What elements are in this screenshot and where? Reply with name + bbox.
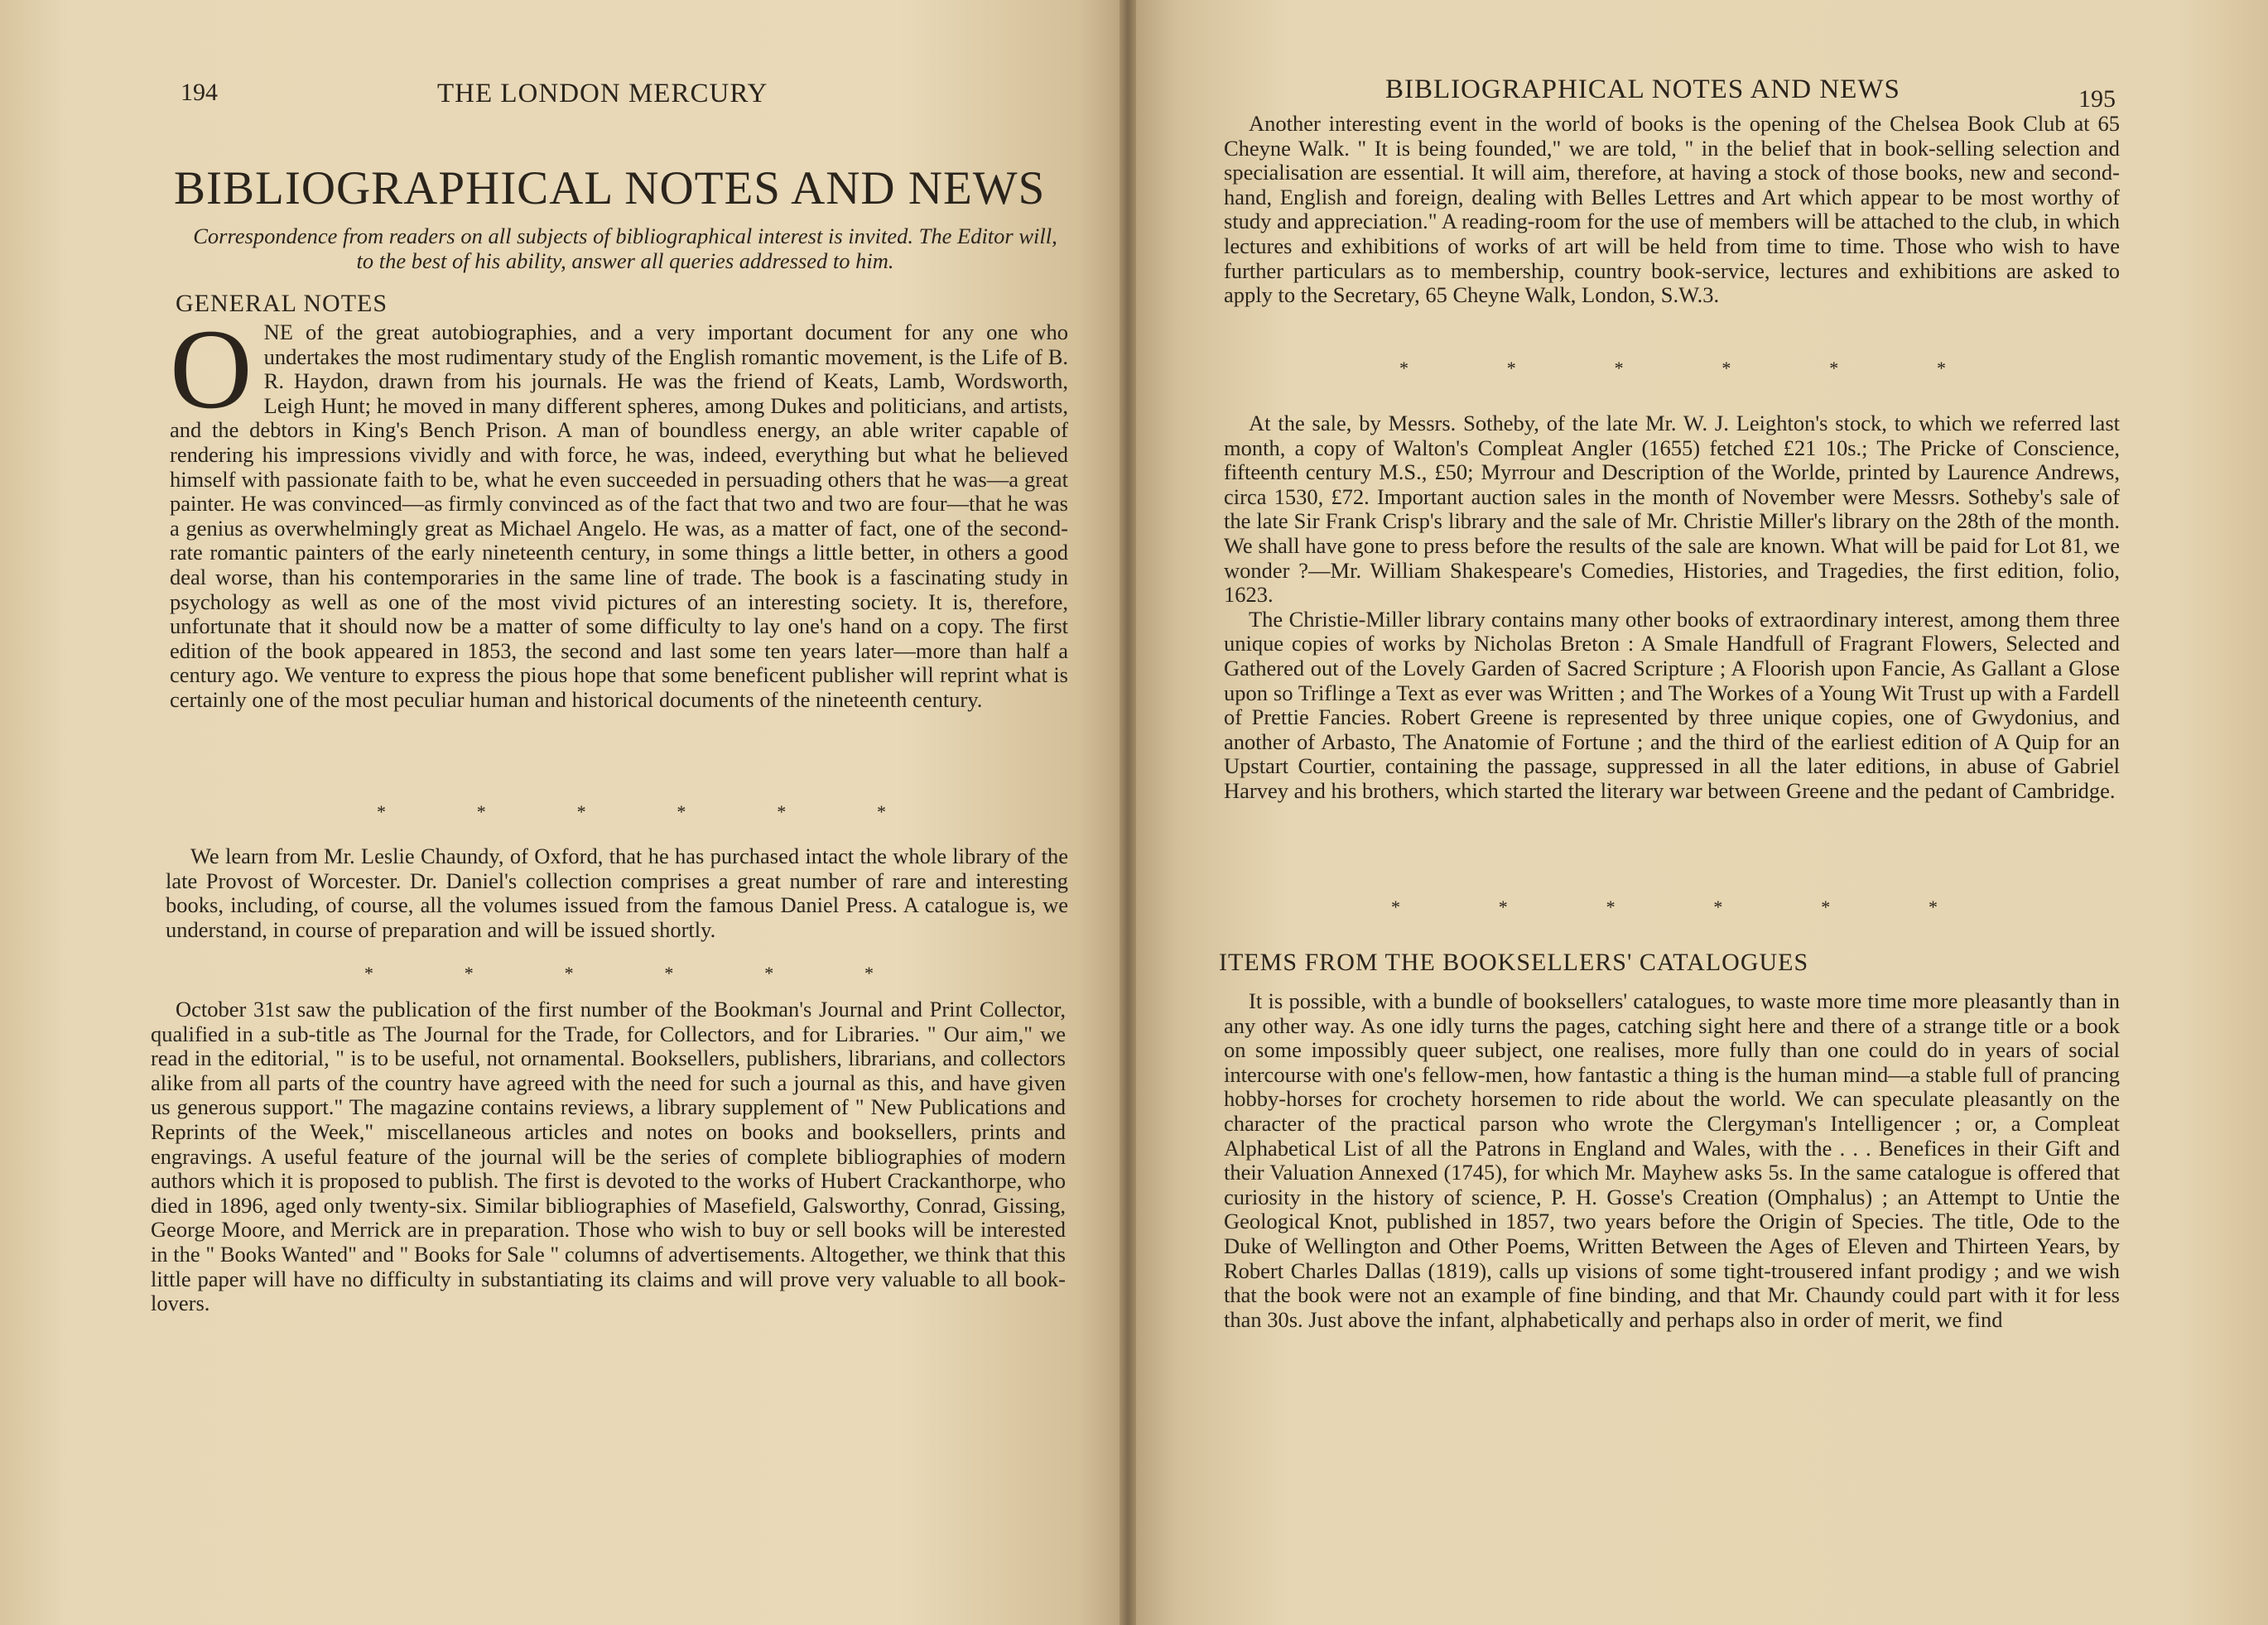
page-number: 195 [2078, 85, 2116, 113]
running-head: THE LONDON MERCURY [437, 79, 768, 108]
paragraph-text: NE of the great autobiographies, and a very important document for any one who undertakes the most rudimentary study of the English romantic movement, is the Life of B. R. Haydon, drawn from his journals. He was the friend of Keats, Lamb, Wordsworth, Leigh Hunt; he moved in many different spheres, among Dukes and politicians, and artists, and the debtors in King's Bench Prison. A man of boundless energy, an able writer capable of rendering his impressions vividly and with force, he was, indeed, everything but what he believed himself with passionate faith to be, what he even succeeded in persuading others that he was—a great painter. He was convinced—as firmly convinced as of the fact that two and two are four—that he was a genius as overwhelmingly great as Michael Angelo. He was, as a matter of fact, one of the second-rate romantic painters of the early nineteenth century, in some things a little better, in others a good deal worse, than his contemporaries in the same line of trade. The book is a fascinating study in psychology as well as one of the most vivid pictures of an interesting society. It is, therefore, unfortunate that it should now be a matter of some difficulty to lay one's hand on a copy. The first edition of the book appeared in 1853, the second and last some ten years later—more than half a century ago. We venture to express the pious hope that some beneficent publisher will reprint what is certainly one of the most peculiar human and historical documents of the nineteenth century. [170, 320, 1068, 712]
paragraph-text: Another interesting event in the world of books is the opening of the Chelsea Book Club at 65 Cheyne Walk. " It is being founded," we are told, " in the belief that in book-selling selection and specialisation are essential. It will aim, therefore, at having a stock of those books, new and second-hand, English and foreign, dealing with Belles Lettres and Art which appear to be most worthy of study and appreciation." A reading-room for the use of members will be attached to the club, in which lectures and exhibitions of works of art will be held from time to time. Those who wish to have further particulars as to membership, country book-service, lectures and exhibitions are asked to apply to the Secretary, 65 Cheyne Walk, London, S.W.3. [1224, 111, 2120, 308]
paragraph-text: It is possible, with a bundle of booksellers' catalogues, to waste more time more pleasantly than in any other way. As one idly turns the pages, catching sight here and there of a strange title or a book on some impossibly queer subject, one realises, more fully than one could do in years of social intercourse with one's fellow-men, how fantastic a thing is the human mind—a stable full of prancing hobby-horses for crochety horsemen to ride about the world. We can speculate pleasantly on the character of the practical parson who wrote the Clergyman's Intelligencer ; or, a Compleat Alphabetical List of all the Patrons in England and Wales, with the . . . Benefices in their Gift and their Valuation Annexed (1745), for which Mr. Mayhew asks 5s. In the same catalogue is offered that curiosity in the history of science, P. H. Gosse's Creation (Omphalus) ; an Attempt to Untie the Geological Knot, published in 1857, two years before the Origin of Species. The title, Ode to the Duke of Wellington and Other Poems, Written Between the Ages of Eleven and Thirteen Years, by Robert Charles Dallas (1819), calls up visions of some tight-trousered infant prodigy ; and we wish that the book were not an example of fine binding, and that Mr. Chaundy could part with it for less than 30s. Just above the infant, alphabetically and perhaps also in order of merit, we find [1224, 988, 2120, 1332]
left-page [0, 0, 1124, 1625]
paragraph-haydon [170, 305, 1068, 713]
paragraph-text: We learn from Mr. Leslie Chaundy, of Oxford, that he has purchased intact the whole library of the late Provost of Worcester. Dr. Daniel's collection comprises a great number of rare and interesting books, including, of course, all the volumes issued from the famous Daniel Press. A catalogue is, we understand, in course of preparation and will be issued shortly. [166, 844, 1068, 942]
book-gutter [1120, 0, 1136, 1625]
paragraph-sotheby-sale [1224, 411, 2120, 804]
page-number: 194 [181, 79, 218, 106]
section-heading-general-notes: GENERAL NOTES [176, 290, 388, 317]
paragraph-text: The Christie-Miller library contains many other books of extraordinary interest, among them three unique copies of works by Nicholas Breton : A Smale Handfull of Fragrant Flowers, Selected and Gathered out of the Lovely Garden of Sacred Scripture ; A Floorish upon Fancie, As Gallant a Glose upon so Triflinge a Text as ever was Written ; and The Workes of a Young Wit Trust up with a Fardell of Prettie Fancies. Robert Greene is represented by three unique copies, one of Gwydonius, and another of Arbasto, The Anatomie of Fortune ; and the third of the earliest edition of A Quip for an Upstart Courtier, containing the passage, suppressed in all the later editions, in abuse of Gabriel Harvey and his brothers, which started the literary war between Greene and the pedant of Cambridge. [1224, 606, 2120, 803]
article-title: BIBLIOGRAPHICAL NOTES AND NEWS [174, 162, 1046, 214]
drop-cap: O [170, 305, 253, 432]
intro-note: Correspondence from readers on all subjects of bibliographical interest is invited. The Editor will, to the best of his ability, answer all queries addressed to him. [193, 224, 1057, 273]
paragraph-text: At the sale, by Messrs. Sotheby, of the late Mr. W. J. Leighton's stock, to which we referred last month, a copy of Walton's Compleat Angler (1655) fetched £21 10s.; The Pricke of Conscience, fifteenth century M.S., £50; Myrrour and Description of the Worlde, printed by Laurence Andrews, circa 1530, £72. Important auction sales in the month of November were Messrs. Sotheby's sale of the late Sir Frank Crisp's library and the sale of Mr. Christie Miller's library on the 28th of the month. We shall have gone to press before the results of the sale are known. What will be paid for Lot 81, we wonder ?—Mr. William Shakespeare's Comedies, Histories, and Tragedies, the first edition, folio, 1623. [1224, 411, 2120, 608]
paragraph-bookmans-journal [151, 998, 1066, 1316]
section-separator: * * * * * * [364, 963, 874, 983]
running-head: BIBLIOGRAPHICAL NOTES AND NEWS [1385, 75, 1900, 104]
section-separator: * * * * * * [377, 801, 886, 822]
section-separator: * * * * * * [1399, 358, 1946, 378]
paragraph-chelsea-book-club [1224, 112, 2120, 308]
section-heading-booksellers-catalogues: ITEMS FROM THE BOOKSELLERS' CATALOGUES [1219, 949, 1809, 976]
paragraph-text: October 31st saw the publication of the first number of the Bookman's Journal and Print Collector, qualified in a sub-title as The Journal for the Trade, for Collectors, and for Libraries. " Our aim," we read in the editorial, " is to be useful, not ornamental. Booksellers, publishers, librarians, and collectors alike from all parts of the country have agreed with the need for such a journal as this, and have given us generous support." The magazine contains reviews, a library supplement of " New Publications and Reprints of the Week," miscellaneous articles and notes on books and booksellers, prints and engravings. A useful feature of the journal will be the series of complete bibliographies of modern authors which it is proposed to publish. The first is devoted to the works of Hubert Crackanthorpe, who died in 1896, aged only twenty-six. Similar bibliographies of Masefield, Galsworthy, Conrad, Gissing, George Moore, and Merrick are in preparation. Those who wish to buy or sell books will be interested in the " Books Wanted" and " Books for Sale " columns of advertisements. Altogether, we think that this little paper will have no difficulty in substantiating its claims and will prove very valuable to all book-lovers. [151, 997, 1066, 1316]
paragraph-catalogues [1224, 989, 2120, 1332]
paragraph-chaundy [166, 844, 1068, 942]
section-separator: * * * * * * [1391, 897, 1938, 917]
